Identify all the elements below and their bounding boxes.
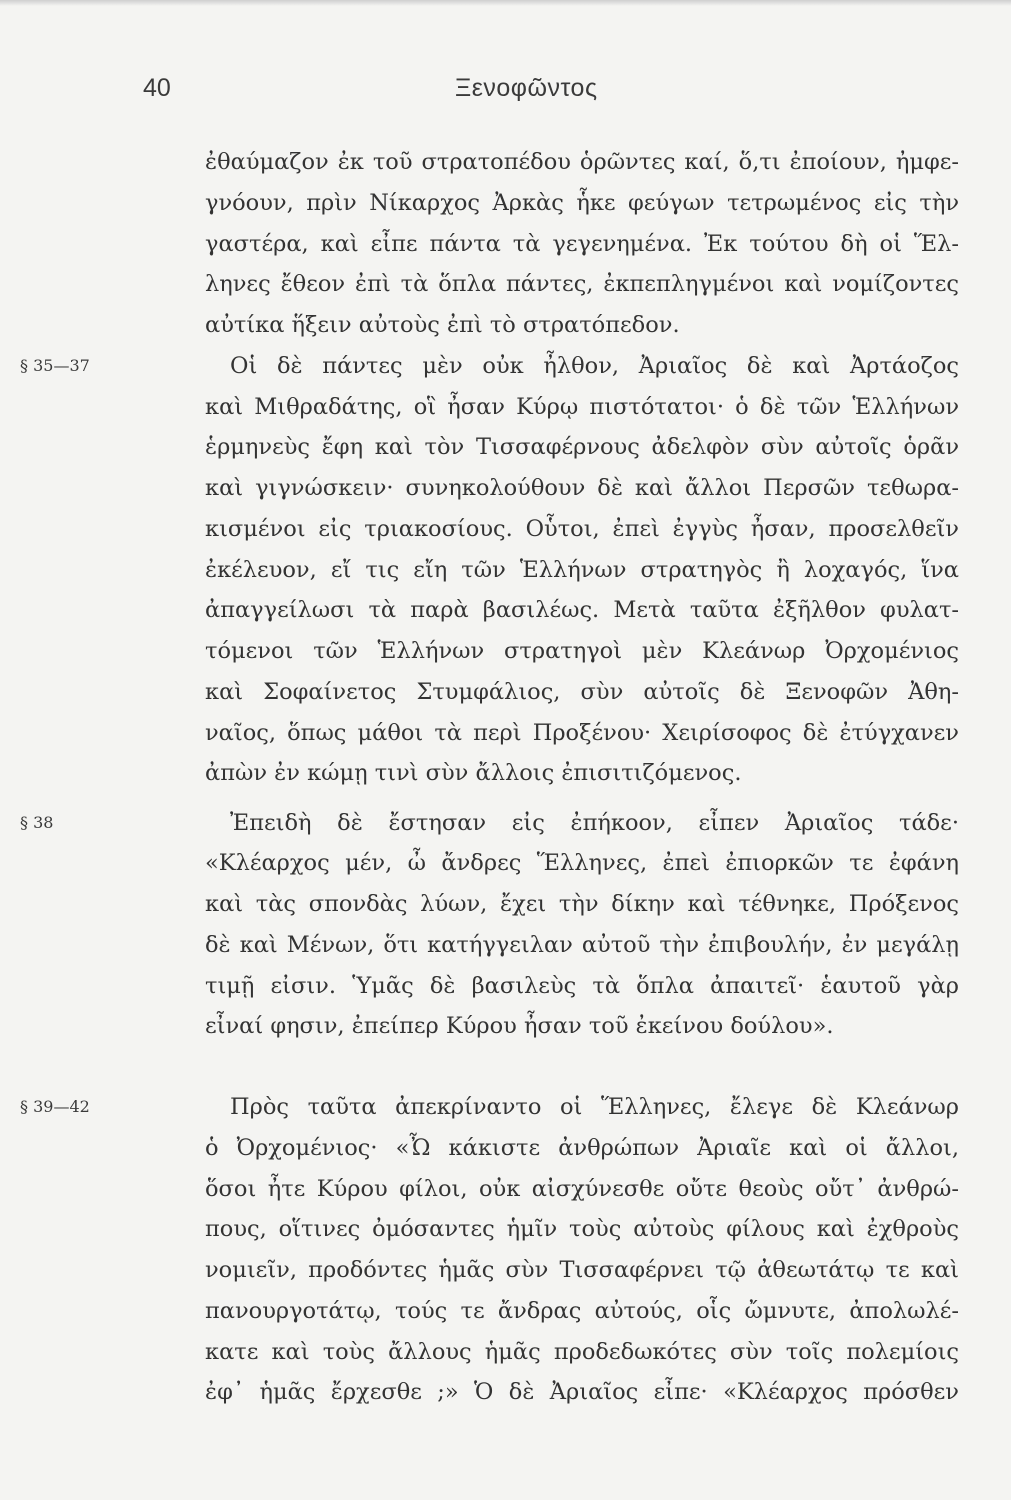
text-line: δὲ καὶ Μένων, ὅτι κατήγγειλαν αὐτοῦ τὴν ἐπιβουλήν, ἐν μεγάλῃ [205,932,959,958]
paragraph-first-line: Οἱ δὲ πάντες μὲν οὐκ ἦλθον, Ἀριαῖος δὲ καὶ Ἀρτάοζος [230,353,959,379]
text-line: καὶ γιγνώσκειν· συνηκολούθουν δὲ καὶ ἄλλοι Περσῶν τεθωρα- [205,475,959,501]
text-line: πανουργοτάτῳ, τούς τε ἄνδρας αὐτούς, οἷς ὤμνυτε, ἀπολωλέ- [205,1298,959,1324]
text-line: κατε καὶ τοὺς ἄλλους ἡμᾶς προδεδωκότες σὺν τοῖς πολεμίοις [205,1339,959,1365]
paragraph-first-line: Πρὸς ταῦτα ἀπεκρίναντο οἱ Ἕλληνες, ἔλεγε δὲ Κλεάνωρ [230,1094,959,1120]
text-line: ἑρμηνεὺς ἔφη καὶ τὸν Τισσαφέρνους ἀδελφὸν σὺν αὐτοῖς ὁρᾶν [205,434,959,460]
page-header-title: Ξενοφῶντος [455,74,598,102]
text-line: ληνες ἔθεον ἐπὶ τὰ ὅπλα πάντες, ἐκπεπληγμένοι καὶ νομίζοντες [205,271,959,297]
text-line: καὶ Μιθραδάτης, οἳ ἦσαν Κύρῳ πιστότατοι· ὁ δὲ τῶν Ἑλλήνων [205,394,959,420]
text-line: εἶναί φησιν, ἐπείπερ Κύρου ἦσαν τοῦ ἐκείνου δούλου». [205,1013,834,1039]
text-line: καὶ τὰς σπονδὰς λύων, ἔχει τὴν δίκην καὶ τέθνηκε, Πρόξενος [205,891,959,917]
text-line: ναῖος, ὅπως μάθοι τὰ περὶ Προξένου· Χειρίσοφος δὲ ἐτύγχανεν [205,720,959,746]
text-line: ἐφ᾽ ἡμᾶς ἔρχεσθε ;» Ὁ δὲ Ἀριαῖος εἶπε· «Κλέαρχος πρόσθεν [205,1379,959,1405]
text-line: ἐκέλευον, εἴ τις εἴη τῶν Ἑλλήνων στρατηγὸς ἢ λοχαγός, ἵνα [205,557,959,583]
running-head [0,74,1011,114]
page-top-edge [0,0,1011,6]
text-line: ὁ Ὀρχομένιος· «Ὦ κάκιστε ἀνθρώπων Ἀριαῖε καὶ οἱ ἄλλοι, [205,1135,959,1161]
text-line: τόμενοι τῶν Ἑλλήνων στρατηγοὶ μὲν Κλεάνωρ Ὀρχομένιος [205,638,959,664]
margin-section-ref: § 38 [20,813,54,832]
text-line: ὅσοι ἦτε Κύρου φίλοι, οὐκ αἰσχύνεσθε οὔτε θεοὺς οὔτ᾽ ἀνθρώ- [205,1176,959,1202]
text-line: αὐτίκα ἥξειν αὐτοὺς ἐπὶ τὸ στρατόπεδον. [205,312,680,338]
text-line: ἐθαύμαζον ἐκ τοῦ στρατοπέδου ὁρῶντες καί, ὅ,τι ἐποίουν, ἠμφε- [205,149,959,175]
paragraph-first-line: Ἐπειδὴ δὲ ἔστησαν εἰς ἐπήκοον, εἶπεν Ἀριαῖος τάδε· [230,810,959,836]
text-line: «Κλέαρχος μέν, ὦ ἄνδρες Ἕλληνες, ἐπεὶ ἐπιορκῶν τε ἐφάνη [205,850,959,876]
page-number: 40 [143,74,171,102]
text-line: γνόουν, πρὶν Νίκαρχος Ἀρκὰς ἧκε φεύγων τετρωμένος εἰς τὴν [205,190,959,216]
text-line: γαστέρα, καὶ εἶπε πάντα τὰ γεγενημένα. Ἐκ τούτου δὴ οἱ Ἕλ- [205,231,959,257]
margin-section-ref: § 35—37 [20,356,90,375]
text-line: ἀπαγγείλωσι τὰ παρὰ βασιλέως. Μετὰ ταῦτα ἐξῆλθον φυλατ- [205,597,959,623]
text-line: πους, οἵτινες ὀμόσαντες ἡμῖν τοὺς αὐτοὺς φίλους καὶ ἐχθροὺς [205,1216,959,1242]
text-line: κισμένοι εἰς τριακοσίους. Οὗτοι, ἐπεὶ ἐγγὺς ἦσαν, προσελθεῖν [205,516,959,542]
margin-section-ref: § 39—42 [20,1097,90,1116]
text-line: ἀπὼν ἐν κώμῃ τινὶ σὺν ἄλλοις ἐπισιτιζόμενος. [205,760,742,786]
text-line: τιμῇ εἰσιν. Ὑμᾶς δὲ βασιλεὺς τὰ ὅπλα ἀπαιτεῖ· ἑαυτοῦ γὰρ [205,973,959,999]
text-line: καὶ Σοφαίνετος Στυμφάλιος, σὺν αὐτοῖς δὲ Ξενοφῶν Ἀθη- [205,679,959,705]
text-line: νομιεῖν, προδόντες ἡμᾶς σὺν Τισσαφέρνει τῷ ἀθεωτάτῳ τε καὶ [205,1257,959,1283]
